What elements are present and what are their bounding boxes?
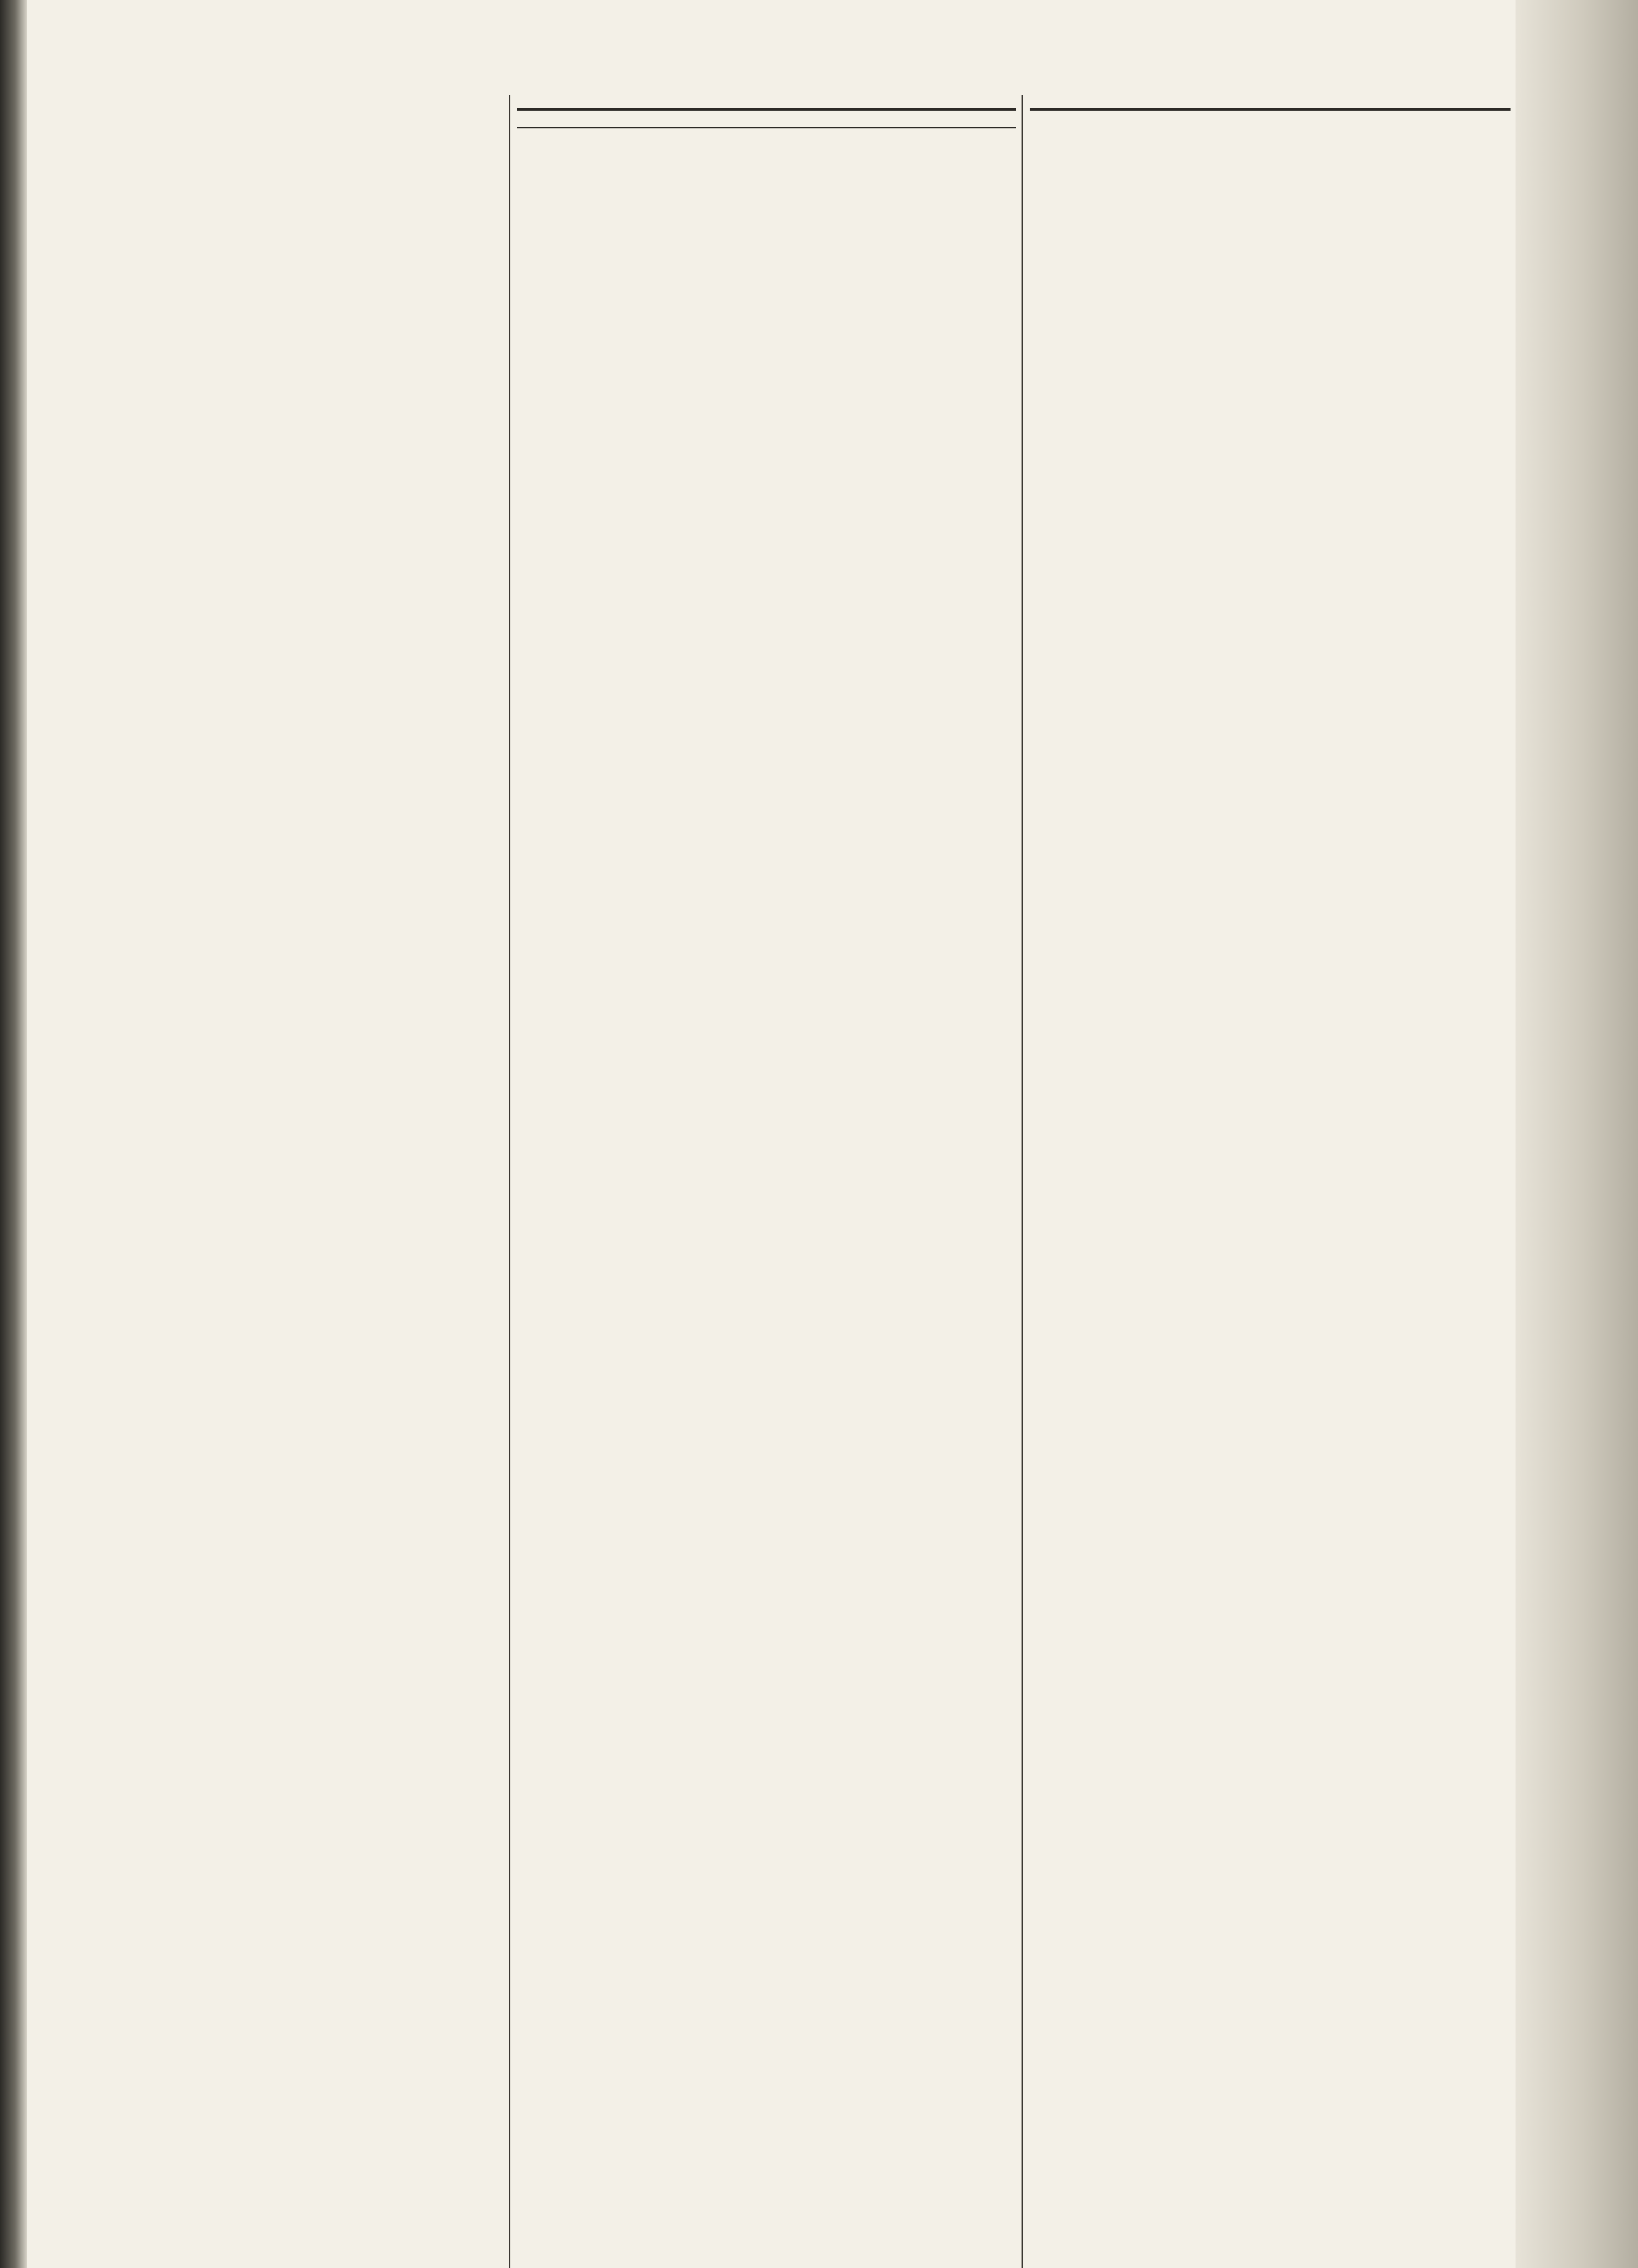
- title-underline-rule: [517, 127, 1016, 128]
- column-3: [1030, 95, 1511, 2268]
- binding-edge-left: [0, 0, 27, 2268]
- article-separator-rule: [1030, 108, 1511, 111]
- column-divider-1: [509, 95, 510, 2268]
- column-2: [517, 95, 1016, 2268]
- article-separator-rule: [517, 108, 1016, 111]
- column-divider-2: [1022, 95, 1023, 2268]
- page-margin-right: [1516, 0, 1638, 2268]
- column-1: [50, 95, 504, 2268]
